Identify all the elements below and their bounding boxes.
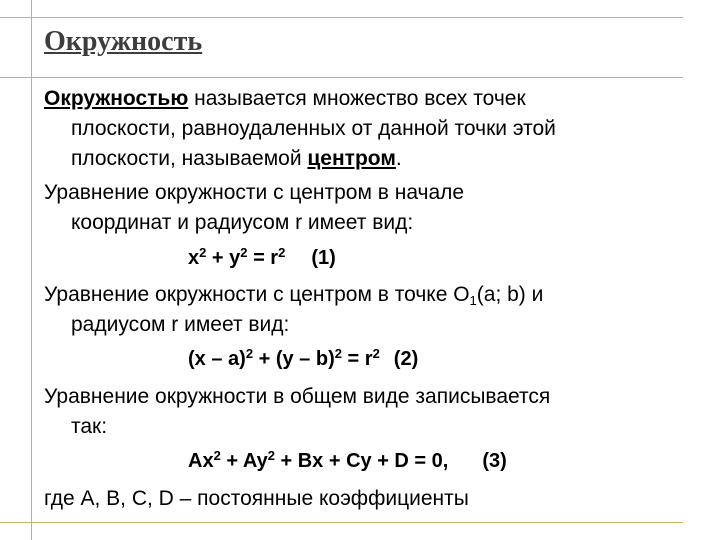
formula-2	[188, 348, 418, 371]
page-title: Окружность	[44, 26, 203, 57]
formula-1-y: y	[229, 247, 241, 269]
formula-2-eq: = r	[341, 348, 373, 370]
eq2-paragraph	[44, 280, 543, 340]
definition-term: Окружностью	[44, 87, 189, 110]
formula-3-t2-exp: 2	[267, 448, 275, 463]
formula-3-t1: Ax	[188, 450, 214, 472]
formula-2-r-exp: 2	[372, 346, 380, 361]
formula-1-y-exp: 2	[240, 245, 248, 260]
eq3-line1: Уравнение окружности в общем виде записывается	[44, 385, 551, 408]
definition-line3: плоскости, называемой	[71, 147, 308, 170]
top-divider	[0, 17, 683, 18]
formula-2-p1-exp: 2	[245, 346, 254, 361]
formula-3	[188, 450, 507, 473]
eq2-subscript: 1	[469, 293, 477, 308]
eq3-line2: так:	[71, 415, 108, 438]
vertical-divider	[31, 0, 32, 540]
definition-line2: плоскости, равноудаленных от данной точки этой	[71, 117, 556, 140]
formula-2-number: (2)	[393, 348, 419, 370]
eq2-line1-end: (a; b) и	[476, 283, 544, 306]
footer-note: где A, B, C, D – постоянные коэффициенты	[44, 487, 469, 510]
formula-2-p1: (x – a)	[188, 348, 246, 370]
center-word: центром	[307, 147, 396, 170]
formula-3-t2: + Ay	[220, 450, 268, 472]
eq1-paragraph	[44, 178, 464, 238]
definition-line1: называется множество всех точек	[188, 87, 526, 110]
formula-3-rest: + Bx + Cy + D = 0,	[274, 450, 449, 472]
eq2-line1: Уравнение окружности с центром в точке O	[44, 283, 470, 306]
formula-1-x-exp: 2	[199, 245, 207, 260]
definition-period: .	[395, 147, 402, 170]
eq1-line1: Уравнение окружности с центром в начале	[44, 181, 465, 204]
formula-2-plus: +	[253, 348, 276, 370]
formula-1-x: x	[188, 247, 200, 269]
formula-3-t1-exp: 2	[213, 448, 221, 463]
formula-1-number: (1)	[311, 247, 336, 269]
eq1-line2: координат и радиусом r имеет вид:	[71, 211, 414, 234]
title-divider	[0, 77, 683, 78]
definition-paragraph	[44, 84, 556, 174]
formula-1-r-exp: 2	[278, 245, 286, 260]
eq2-line2: радиусом r имеет вид:	[71, 313, 290, 336]
formula-2-p2-exp: 2	[334, 346, 342, 361]
formula-2-p2: (y – b)	[275, 348, 335, 370]
bottom-divider	[0, 522, 683, 523]
formula-1	[188, 247, 336, 270]
eq3-paragraph	[44, 382, 550, 442]
formula-3-number: (3)	[482, 450, 507, 472]
formula-1-plus: +	[206, 247, 230, 269]
formula-1-eq: = r	[247, 247, 279, 269]
